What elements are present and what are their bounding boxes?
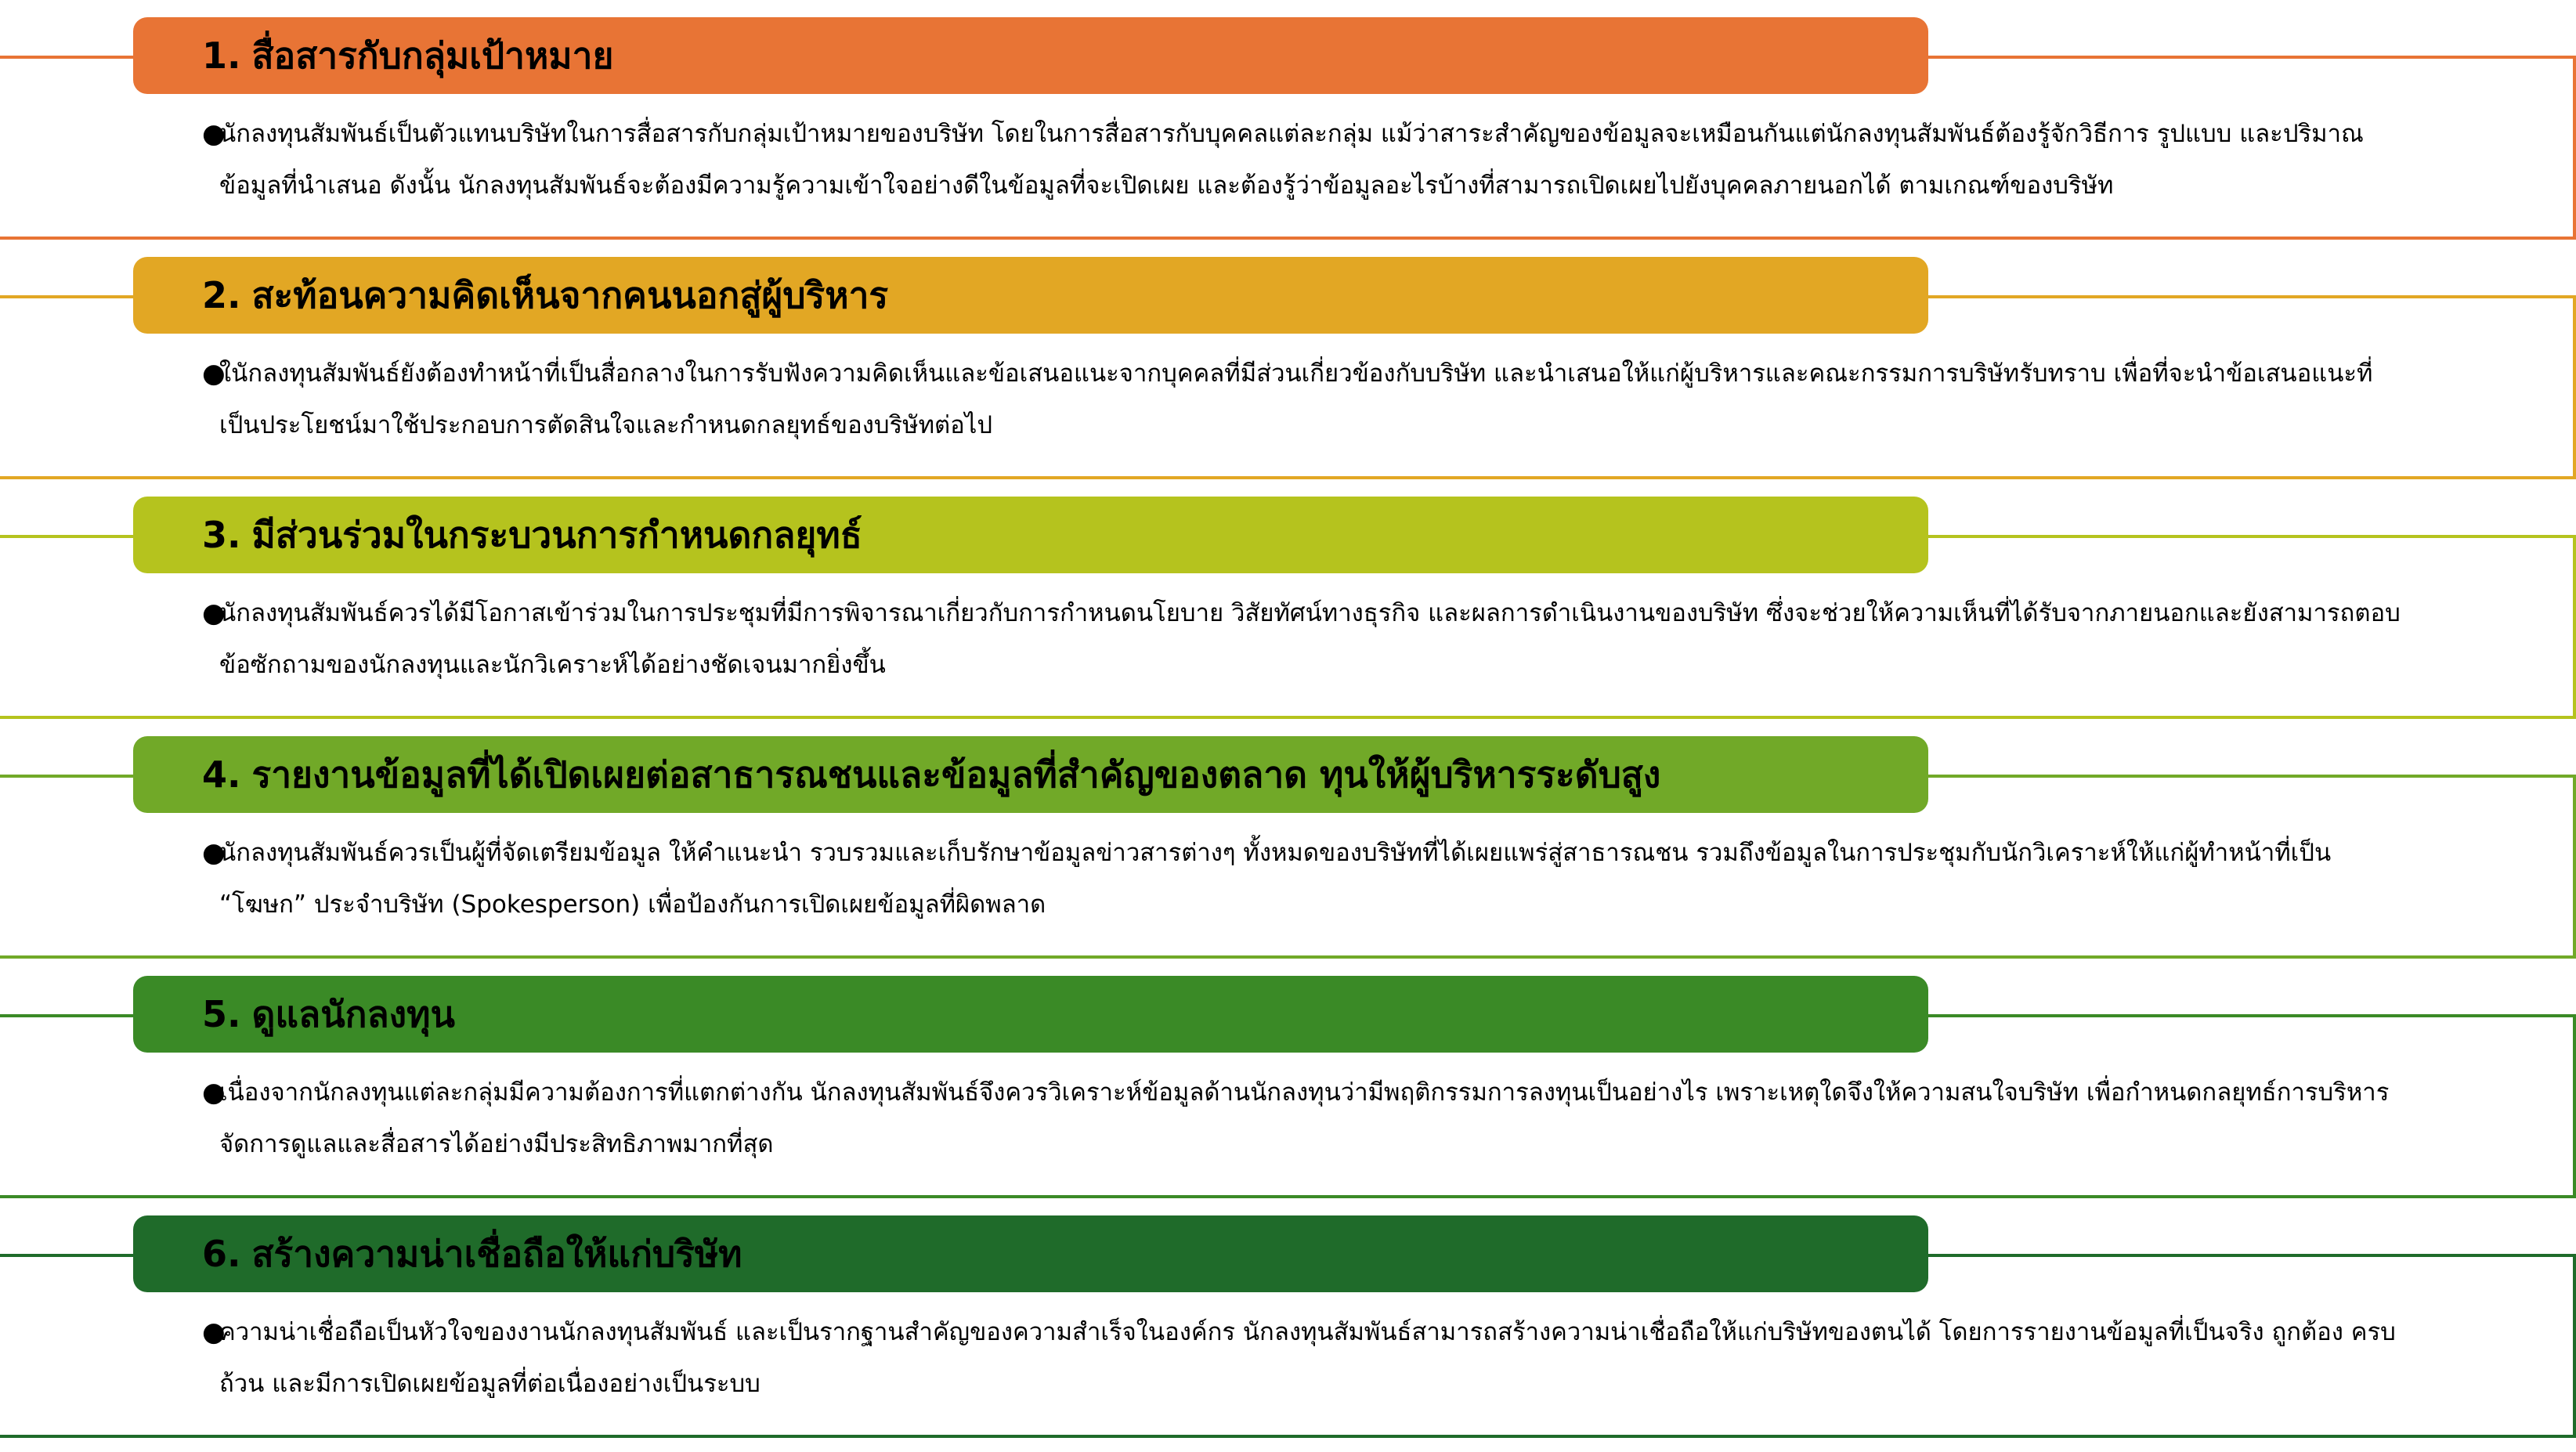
panel-3-bullet: ● <box>202 598 226 629</box>
panel-3-number: 3. <box>202 514 241 556</box>
panel-2 <box>0 257 2576 479</box>
panel-6 <box>0 1215 2576 1438</box>
panel-3-title: มีส่วนร่วมในกระบวนการกำหนดกลยุทธ์ <box>251 513 862 556</box>
panel-1-number: 1. <box>202 34 241 77</box>
panel-5-header <box>133 976 1928 1053</box>
panel-1-header <box>133 17 1928 94</box>
panel-5 <box>0 976 2576 1198</box>
panel-3 <box>0 497 2576 719</box>
panel-4-number: 4. <box>202 753 241 796</box>
panel-1-title: สื่อสารกับกลุ่มเป้าหมาย <box>251 34 614 77</box>
panel-3-text: นักลงทุนสัมพันธ์ควรได้มีโอกาสเข้าร่วมในการประชุมที่มีการพิจารณาเกี่ยวกับการกำหนดนโยบาย วิสัยทัศน์ทางธุรกิจ และผลการดำเนินงานของบริษัท ซึ่งจะช่วยให้ความเห็นที่ได้รับจากภายนอกและยังสามารถตอบข้อซักถามของนักลงทุนและนักวิเคราะห์ได้อย่างชัดเจนมากยิ่งขึ้น <box>219 599 2401 679</box>
panel-2-bullet: ● <box>202 358 226 389</box>
panel-4-text: นักลงทุนสัมพันธ์ควรเป็นผู้ที่จัดเตรียมข้อมูล ให้คำแนะนำ รวบรวมและเก็บรักษาข้อมูลข่าวสารต่างๆ ทั้งหมดของบริษัทที่ได้เผยแพร่สู่สาธารณชน รวมถึงข้อมูลในการประชุมกับนักวิเคราะห์ให้แก่ผู้ทำหน้าที่เป็น “โฆษก” ประจำบริษัท (Spokesperson) เพื่อป้องกันการเปิดเผยข้อมูลที่ผิดพลาด <box>219 839 2332 919</box>
panel-4-header <box>133 736 1928 813</box>
panel-2-number: 2. <box>202 274 241 316</box>
panel-5-bullet: ● <box>202 1077 226 1108</box>
panel-1 <box>0 17 2576 240</box>
panel-6-number: 6. <box>202 1233 241 1275</box>
panel-6-title: สร้างความน่าเชื่อถือให้แก่บริษัท <box>251 1232 742 1275</box>
panel-2-title: สะท้อนความคิดเห็นจากคนนอกสู่ผู้บริหาร <box>251 273 889 316</box>
panel-1-bullet: ● <box>202 118 226 150</box>
panel-4-title: รายงานข้อมูลที่ได้เปิดเผยต่อสาธารณชนและข้อมูลที่สำคัญของตลาด ทุนให้ผู้บริหารระดับสูง <box>251 753 1661 796</box>
panel-1-text: นักลงทุนสัมพันธ์เป็นตัวแทนบริษัทในการสื่อสารกับกลุ่มเป้าหมายของบริษัท โดยในการสื่อสารกับบุคคลแต่ละกลุ่ม แม้ว่าสาระสำคัญของข้อมูลจะเหมือนกันแต่นักลงทุนสัมพันธ์ต้องรู้จักวิธีการ รูปแบบ และปริมาณข้อมูลที่นำเสนอ ดังนั้น นักลงทุนสัมพันธ์จะต้องมีความรู้ความเข้าใจอย่างดีในข้อมูลที่จะเปิดเผย และต้องรู้ว่าข้อมูลอะไรบ้างที่สามารถเปิดเผยไปยังบุคคลภายนอกได้ ตามเกณฑ์ของบริษัท <box>219 120 2364 200</box>
panel-6-bullet: ● <box>202 1317 226 1348</box>
panel-2-text: ในักลงทุนสัมพันธ์ยังต้องทำหน้าที่เป็นสื่อกลางในการรับฟังความคิดเห็นและข้อเสนอแนะจากบุคคลที่มีส่วนเกี่ยวข้องกับบริษัท และนำเสนอให้แก่ผู้บริหารและคณะกรรมการบริษัทรับทราบ เพื่อที่จะนำข้อเสนอแนะที่เป็นประโยชน์มาใช้ประกอบการตัดสินใจและกำหนดกลยุทธ์ของบริษัทต่อไป <box>219 359 2373 439</box>
panel-6-header <box>133 1215 1928 1292</box>
panel-4-bullet: ● <box>202 837 226 869</box>
panel-6-text: ความน่าเชื่อถือเป็นหัวใจของงานนักลงทุนสัมพันธ์ และเป็นรากฐานสำคัญของความสำเร็จในองค์กร นักลงทุนสัมพันธ์สามารถสร้างความน่าเชื่อถือให้แก่บริษัทของตนได้ โดยการรายงานข้อมูลที่เป็นจริง ถูกต้อง ครบถ้วน และมีการเปิดเผยข้อมูลที่ต่อเนื่องอย่างเป็นระบบ <box>219 1318 2396 1398</box>
panel-4 <box>0 736 2576 959</box>
panel-5-number: 5. <box>202 993 241 1035</box>
panel-5-title: ดูแลนักลงทุน <box>251 992 455 1035</box>
panel-3-header <box>133 497 1928 573</box>
panel-5-text: เนื่องจากนักลงทุนแต่ละกลุ่มมีความต้องการที่แตกต่างกัน นักลงทุนสัมพันธ์จึงควรวิเคราะห์ข้อมูลด้านนักลงทุนว่ามีพฤติกรรมการลงทุนเป็นอย่างไร เพราะเหตุใดจึงให้ความสนใจบริษัท เพื่อกำหนดกลยุทธ์การบริหารจัดการดูแลและสื่อสารได้อย่างมีประสิทธิภาพมากที่สุด <box>219 1078 2390 1158</box>
panel-2-header <box>133 257 1928 334</box>
